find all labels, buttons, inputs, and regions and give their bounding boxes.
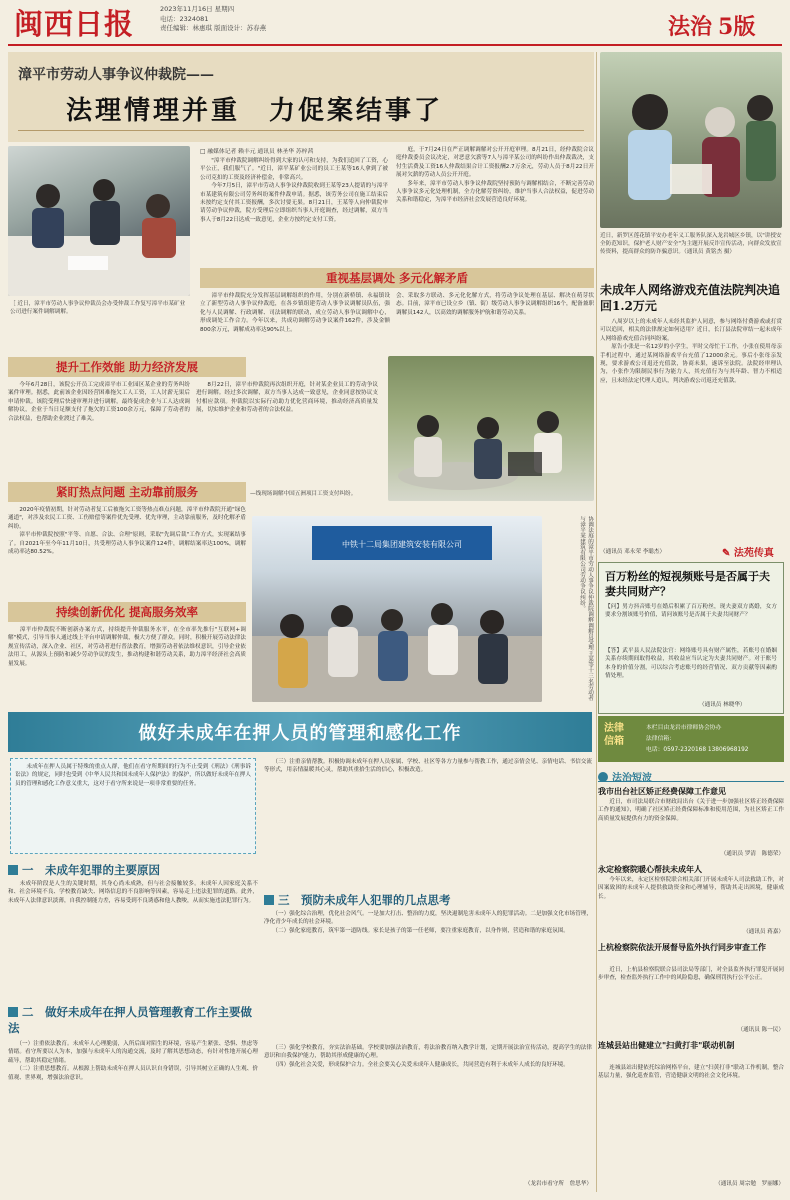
- issue-phone: 电话：2324081: [160, 14, 209, 23]
- photo-site-figures: [388, 356, 594, 501]
- article-game-refund-text: 八周岁以上的未成年人未经其监护人同意，参与网络付费游戏或打赏可以追回，相关的法律规定如何适用？近日，长汀县法院审结一起未成年人网络游戏充值合同纠纷案。 原告小张是一名12岁的小学生，平时父母忙于工作，小张在使用母亲手机过程中，通过某网络游戏平台充值了12000余元。事后小张母亲发现，要求游戏公司退还充值款，协商未果，遂诉至法院。法院经审理认为，小张作为限制民事行为能力人，其充值行为与其年龄、智力不相适应，且未经法定代理人追认，判决游戏公司返还充值款。: [600, 319, 782, 384]
- juvenile-source: （龙岩市看守所 詹思华）: [524, 1181, 592, 1187]
- juvenile-causes-text: 未成年阶段是人生的关键时期，其身心尚未成熟，但与社会接触较多。未成年人因家庭关系不和、社会环境不良、学校教育缺失、网络信息的不良影响等因素，容易走上违法犯罪的道路。此外，未成年人法律意识淡薄，自我控制能力差，容易受到不良诱惑和他人教唆，从而实施违法犯罪行为。: [8, 881, 258, 904]
- qa-answer: 【答】武平县人民法院法官：网络账号具有财产属性，若账号在婚姻关系存续期间取得收益，其收益应当认定为夫妻共同财产。对于账号本身的价值分割，可以综合考虑账号的经营情况、双方贡献等因素酌情处理。: [605, 648, 777, 680]
- news4-title: 连城县站出健建立"扫黄打非"联动机制: [598, 1040, 735, 1050]
- article-game-refund-author: （通讯员 邓永荣 李聪杰）: [600, 549, 666, 555]
- sub3-text: 2020年疫情初期，针对劳动者复工后被拖欠工资等热点难点问题，漳平市仲裁院开通"绿色通道"，对涉及农民工工资、工伤赔偿等案件优先受理、优先审理，主动靠前服务，及时化解矛盾纠纷。 漳平市仲裁院按照"平等、自愿、合法、合理"原则，采取"先调后裁"工作方式，实现案结事了。自2021年至今年11月10日，共受理劳动人事争议案件124件，调解结案率达100%，调解成功率达80.52%。: [8, 507, 246, 556]
- sub1-text-a: 漳平市仲裁院充分发挥基层调解组织的作用，分别在新桥镇、永福镇设立了新型劳动人事争议仲裁庭，在各乡镇组建劳动人事争议调解员队伍，强化与人民调解、行政调解、司法调解的联动，成立劳动人事争议调解中心，形成调处工作合力。今年以来，共成功调解劳动争议案件162件，涉及金额800余万元，调解成功率达90%以上。: [200, 293, 390, 333]
- news2-text: 今年以来，永定区检察院联合相关部门开展未成年人司法救助工作，对因案致困的未成年人提供救助资金和心理辅导，帮助其走出困境，健康成长。: [598, 877, 784, 900]
- news2-author: （通讯员 蒋嘉）: [743, 929, 784, 935]
- juvenile-heading-prevention-text: 三 预防未成年人犯罪的几点思考: [278, 893, 451, 907]
- qa-title: 百万粉丝的短视频账号是否属于夫妻共同财产？: [605, 570, 770, 598]
- news4-text: 连城县站出健依托综治网格平台，建立"扫黄打非"联动工作机制，整合基层力量，强化巡查监管，营造健康文明的社会文化环境。: [598, 1065, 784, 1080]
- photo3-caption: 协调法庭的漳平市劳动人事争议仲裁院调解调解员受理王某等十三名劳动者与漳平某建筑有限公司劳动争议纠纷。: [579, 516, 593, 701]
- issue-info: [160, 5, 266, 34]
- subhead-efficiency: 提升工作效能 助力经济发展: [8, 357, 246, 377]
- short-news-title: 法治短波: [612, 773, 652, 784]
- juvenile-heading-prevention: [264, 892, 592, 908]
- juvenile-banner-title: 做好未成年在押人员的管理和感化工作: [138, 723, 462, 744]
- sub2-text-a: 今年6月28日，该院公开员工完成漳平市工业园区某企业的劳务纠纷案件审理。据悉，此前该企业因经营困难拖欠工人工资，工人讨薪无果后申请仲裁。该院受理后快速审理并进行调解，最终促成企业与工人达成调解协议，企业于当日足额支付了拖欠的工资100余万元，保障了劳动者的合法权益，也帮助企业渡过了难关。: [8, 382, 190, 422]
- heading-marker-2: [8, 1007, 18, 1017]
- column-divider: [596, 52, 597, 1192]
- heading-marker-1: [8, 865, 18, 875]
- qa-question: 【问】男方抖音账号在婚后积累了百万粉丝，现夫妻双方离婚，女方要求分割该账号价值，请问该账号是否属于夫妻共同财产？: [605, 604, 777, 619]
- feature-col1: "漳平市仲裁院调解纠纷得到大家的认可和支持，为我们追回了工资，心平公正，我们服气了。"近日，漳平某矿业公司的员工王某等16人拿到了被公司克扣的工资及经济补偿金，非常高兴。 今年7月5日，漳平市劳动人事争议仲裁院收到王某等23人提请的与漳平市某建筑有限公司劳务纠纷案件仲裁申请。据悉，该劳务公司在施工结束后未按约定支付其工资报酬，多次讨要无果。8月21日，王某等人向仲裁院申请劳动争议仲裁，院方受理后立即组织当事人开庭调查，经过调解，双方当事人于8月22日达成一致意见，企业方按约定支付工资。: [200, 158, 388, 223]
- qa-box: [598, 562, 784, 714]
- masthead: [0, 0, 790, 46]
- photo-site-mediation: [388, 356, 594, 501]
- juvenile-intro: 未成年在押人员属于特殊的重点人群，他们在看守所期间的行为不止受到《刑法》《刑事诉讼法》的规定，同时也受到《中华人民共和国未成年人保护法》的保护，所以做好未成年在押人员的管理和感化工作意义重大，这对于看守所来说是一项非常重要的任务。: [10, 758, 256, 854]
- feature-kicker: 漳平市劳动人事争议仲裁院——: [18, 67, 214, 83]
- juvenile-prevention-text: （一）强化综合治理，优化社会风气。一是加大打击、整治的力度，坚决遏制危害未成年人的犯罪活动。二是加强文化市场管理，净化青少年成长的社会环境。 （二）强化家庭教育，筑牢第一道防线。家长是孩子的第一任老师，要注重家庭教育，以身作则，营造和谐的家庭氛围。: [264, 911, 592, 934]
- hearing-banner-text: 中铁十二局集团建筑安装有限公司: [342, 540, 462, 549]
- news4-author: （通讯员 周宗勉 罗丽娜）: [715, 1181, 784, 1187]
- article-game-refund-title: 未成年人网络游戏充值法院判决追回1.2万元: [600, 283, 781, 313]
- photo-mediation-meeting: [8, 146, 190, 296]
- photo2-caption: —线现场调解中国五洲项目工资支付纠纷。: [250, 491, 357, 497]
- news1-title: 我市出台社区矫正经费保障工作意见: [598, 786, 726, 796]
- header-rule: [18, 130, 584, 131]
- feature-byline: □ 融媒体记者 赖丰元 通讯员 林圣华 苏梓茜: [200, 149, 314, 155]
- short-news-icon: [598, 772, 608, 782]
- subhead-innovation: 持续创新优化 提高服务效率: [8, 602, 246, 622]
- photo-group-figures: [252, 516, 542, 702]
- legal-mailbox-ad: [598, 716, 784, 762]
- juvenile-practices-text: （一）注重依法教育。未成年人心理脆弱，入所后面对陌生的环境，容易产生紧张、恐惧、焦虑等情绪。看守所要以人为本，加强与未成年人的沟通交流，及时了解其思想动态，有针对性地开展心理疏导，帮助其稳定情绪。 （二）注重思想教育。从根源上帮助未成年在押人员认识自身错误，引导其树立正确的人生观、价值观、世界观，增强法治意识。: [8, 1041, 258, 1081]
- juvenile-prevention-text2: （三）强化学校教育，夯实法治基础。学校要加强法治教育，将法治教育纳入教学计划，定期开展法治宣传活动，提高学生的法律意识和自我保护能力，帮助其形成健康的心理。 （四）强化社会关爱，形成保护合力。全社会要关心关爱未成年人健康成长，共同营造有利于未成年人成长的良好环境。: [264, 1045, 592, 1068]
- qa-author: （通讯员 林晓华）: [699, 702, 746, 708]
- sub1-text-b: 会、采取多方联动、多元化化解方式，将劳动争议处理在基层、解决在萌芽状态。目前，漳平市已设立乡（镇、街）级劳动人事争议调解组织16个，配备兼职调解员142人，以高效的调解服务护航和谐劳动关系。: [396, 293, 594, 316]
- photo-outreach-figures: [600, 52, 782, 228]
- juvenile-heading-causes-text: 一 未成年犯罪的主要原因: [22, 863, 160, 877]
- news2-title: 永定检察院暖心帮扶未成年人: [598, 864, 702, 874]
- photo-community-outreach: [600, 52, 782, 228]
- masthead-rule: [8, 44, 782, 46]
- subhead-hotspots: 紧盯热点问题 主动靠前服务: [8, 482, 246, 502]
- newspaper-logo: 闽西日报: [14, 7, 135, 41]
- column-fayuan: [722, 544, 774, 559]
- column-fayuan-icon: ✎: [722, 548, 731, 559]
- news3-author: （通讯员 陈一民）: [737, 1027, 784, 1033]
- news3-title: 上杭检察院依法开展督导监外执行同步审查工作: [598, 942, 766, 952]
- column-fayuan-label: 法苑传真: [733, 548, 774, 559]
- page-label: 5版: [718, 14, 756, 40]
- ad-line1: 本栏目由龙岩市律师协会协办: [646, 725, 722, 731]
- photo1-caption: ［ 近日，漳平市劳动人事争议仲裁员会办受仲裁工作复写漳平市某矿业公司进行案件调解调解。: [10, 301, 186, 315]
- sub2-text-b: 8月22日，漳平市仲裁院再次组织开庭，针对某企业员工的劳动争议进行调解。经过多次调解，双方当事人达成一致意见，企业同意按协议支付相应款项。仲裁院以实际行动助力优化营商环境，推动经济高质量发展，切实维护企业和劳动者的合法权益。: [196, 382, 378, 414]
- subhead-grassroots: 重视基层调处 多元化解矛盾: [200, 268, 594, 288]
- juvenile-heading-practices: [8, 1004, 258, 1036]
- news1-author: （通讯员 罗清 陈德荣）: [720, 851, 784, 857]
- heading-marker-3: [264, 895, 274, 905]
- juvenile-banner: [8, 712, 592, 752]
- section-label: [668, 10, 755, 41]
- news1-text: 近日，市司法局联合市财政局出台《关于进一步加强社区矫正经费保障工作的通知》，明确了社区矫正经费保障标准和使用范围，为社区矫正工作高质量发展提供有力的资金保障。: [598, 799, 784, 822]
- ad-phone: 电话：0597-2320168 13806968192: [646, 747, 749, 753]
- juvenile-middle-text: （三）注重亲情帮教。积极协调未成年在押人员家属、学校、社区等各方力量参与帮教工作，通过亲情会见、亲情电话、书信交流等形式，用亲情温暖其心灵，帮助其重拾生活的信心，积极改造。: [264, 759, 592, 774]
- feature-header: [8, 52, 594, 142]
- juvenile-heading-causes: [8, 862, 258, 878]
- short-news-header: [598, 766, 784, 782]
- issue-date: 2023年11月16日 星期四: [160, 5, 235, 13]
- sidebar-photo-caption: 近日，新罗区莲花镇平安办老年义工服务队深入龙岩城区乡镇，以"讲授安全防范知识，保护老人财产安全"为主题开展反诈宣传活动，向群众发放宣传资料，提高群众的防诈骗意识。（通讯员 黄铭杰 摄）: [600, 233, 782, 255]
- feature-col2: 庭，于7月24日在严正调解调解对公开开庭审理。8月21日，经仲裁院合议庭仲裁委员会议决定，对恶意欠薪等7人与漳平某公司的纠纷作出仲裁裁决，支付生活费及工资16人仲裁结果合计工资报酬2.7万余元，劳动人员于8月22日开展对欠薪的劳动人员公开开庭。 多年来，漳平市劳动人事争议仲裁院坚持预防与调解相结合，不断完善劳动人事争议多元化处理机制，全力化解劳资纠纷，维护当事人合法权益，促进劳动关系和谐稳定，为漳平市经济社会发展营造良好环境。: [396, 147, 594, 204]
- photo-figures: [8, 146, 190, 296]
- ad-brand: 法律 信箱: [604, 723, 624, 747]
- sub4-text: 漳平市仲裁院不断创新办案方式，持续提升仲裁服务水平，在全市率先推行"互联网+调解"模式，引导当事人通过线上平台申请调解仲裁，极大方便了群众。同时，积极开展劳动法律法规宣传活动，深入企业、社区，对劳动者进行普法教育，增强劳动者依法维权意识，引导企业依法用工，从源头上预防和减少劳动争议的发生，推动构建和谐劳动关系，助力漳平经济社会高质量发展。: [8, 627, 246, 667]
- juvenile-heading-practices-text: 二 做好未成年在押人员管理教育工作主要做法: [8, 1005, 252, 1035]
- feature-headline: 法理情理并重 力促案结事了: [66, 96, 444, 126]
- section-name: 法治: [668, 14, 713, 40]
- issue-editors: 责任编辑：林惠琪 版面设计：苏春燕: [160, 24, 267, 33]
- photo-group-hearing: [252, 516, 542, 702]
- ad-line2: 法律信箱：: [646, 736, 675, 742]
- news3-text: 近日，上杭县检察院联合县司法局等部门，对全县监外执行罪犯开展同步审查，检查监外执行工作中的风险隐患，确保刑罚执行公平公正。: [598, 967, 784, 982]
